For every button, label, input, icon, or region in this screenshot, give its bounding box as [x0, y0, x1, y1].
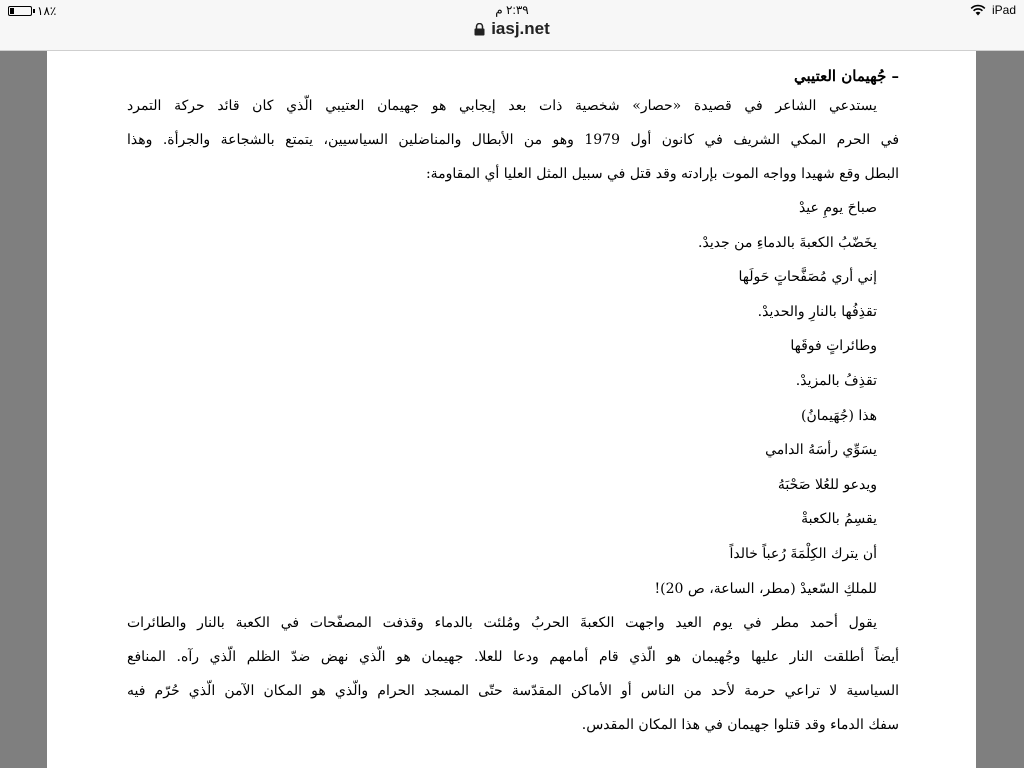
section-heading: – جُهيمان العتيبي — [794, 67, 899, 85]
poem-line: إني أري مُصَفَّحاتٍ حَولَها — [738, 269, 877, 286]
poem-line: للملكِ السّعيدْ (مطر، الساعة، ص 20)! — [654, 580, 877, 597]
address-bar[interactable] — [0, 19, 1024, 39]
device-name: iPad — [991, 3, 1016, 17]
poem-line: تقذِفُها بالنارِ والحديدْ. — [757, 303, 877, 320]
poem-line: يقسِمُ بالكعبةْ — [801, 511, 877, 528]
poem-line: أن يترك الكِلْمَةَ رُعباً خالداً — [729, 545, 877, 562]
status-right-group — [970, 3, 1016, 17]
wifi-icon — [970, 4, 986, 16]
battery-percent: ١٨٪ — [37, 4, 57, 18]
poem-line: تقذِفُ بالمزيدْ. — [795, 372, 877, 389]
paragraph-line: في الحرم المكي الشريف في كانون أول 1979 وهو من الأبطال والمناضلين السياسيين، يتمتع بالشجاعة والجرأة. وهذا — [127, 132, 900, 148]
paragraph-line: البطل وقع شهيدا وواجه الموت بإرادته وقد قتل في سبيل المثل العليا أي المقاومة: — [425, 166, 899, 182]
poem-line: يخَضّبُ الكعبةَ بالدماءِ من جديدْ. — [698, 234, 877, 251]
status-bar — [0, 0, 1024, 51]
paragraph-commentary — [127, 606, 899, 742]
paragraph-line: السياسية لا تراعي حرمة لأحد من الناس أو الأماكن المقدّسة حتّى المسجد الحرام والّذي هو المكان الآمن الّذي حُرّم فيه — [127, 683, 899, 700]
poem-line: وطائراتٍ فوقَها — [790, 338, 877, 355]
paragraph-line: يستدعي الشاعر في قصيدة «حصار» شخصية ذات بعد إيجابي هو جهيمان العتيبي الّذي كان قائد حركة التمرد — [127, 98, 877, 114]
poem-line: صباحَ يومِ عيدْ — [798, 200, 877, 216]
document-body — [127, 63, 899, 742]
clock: ٢:٣٩ م — [495, 3, 529, 17]
url-text: iasj.net — [491, 19, 550, 38]
paragraph-intro — [127, 89, 899, 191]
paragraph-line: أيضاً أطلقت النار عليها وجُهيمان هو الّذي قام أمامهم ودعا للعلا. جهيمان هو الّذي نهض ضدّ الظلم الّذي رآه. المنافع — [127, 649, 899, 666]
poem-line: هذا (جُهَيمانُ) — [801, 407, 877, 424]
document-page — [47, 51, 976, 768]
poem-line: ويدعو للعُلا صَحْبَهُ — [777, 476, 877, 493]
lock-icon — [474, 23, 485, 36]
poem-block — [127, 191, 877, 606]
paragraph-line: يقول أحمد مطر في يوم العيد واجهت الكعبةَ الحربُ ومُلئت بالدماء وقذفت المصفّحات في الكعبة بالنار والطائرات — [127, 615, 877, 632]
poem-line: يسَوِّي رأسَهُ الدامي — [765, 442, 877, 459]
paragraph-line: سفك الدماء وقد قتلوا جهيمان في هذا المكان المقدس. — [581, 717, 899, 734]
